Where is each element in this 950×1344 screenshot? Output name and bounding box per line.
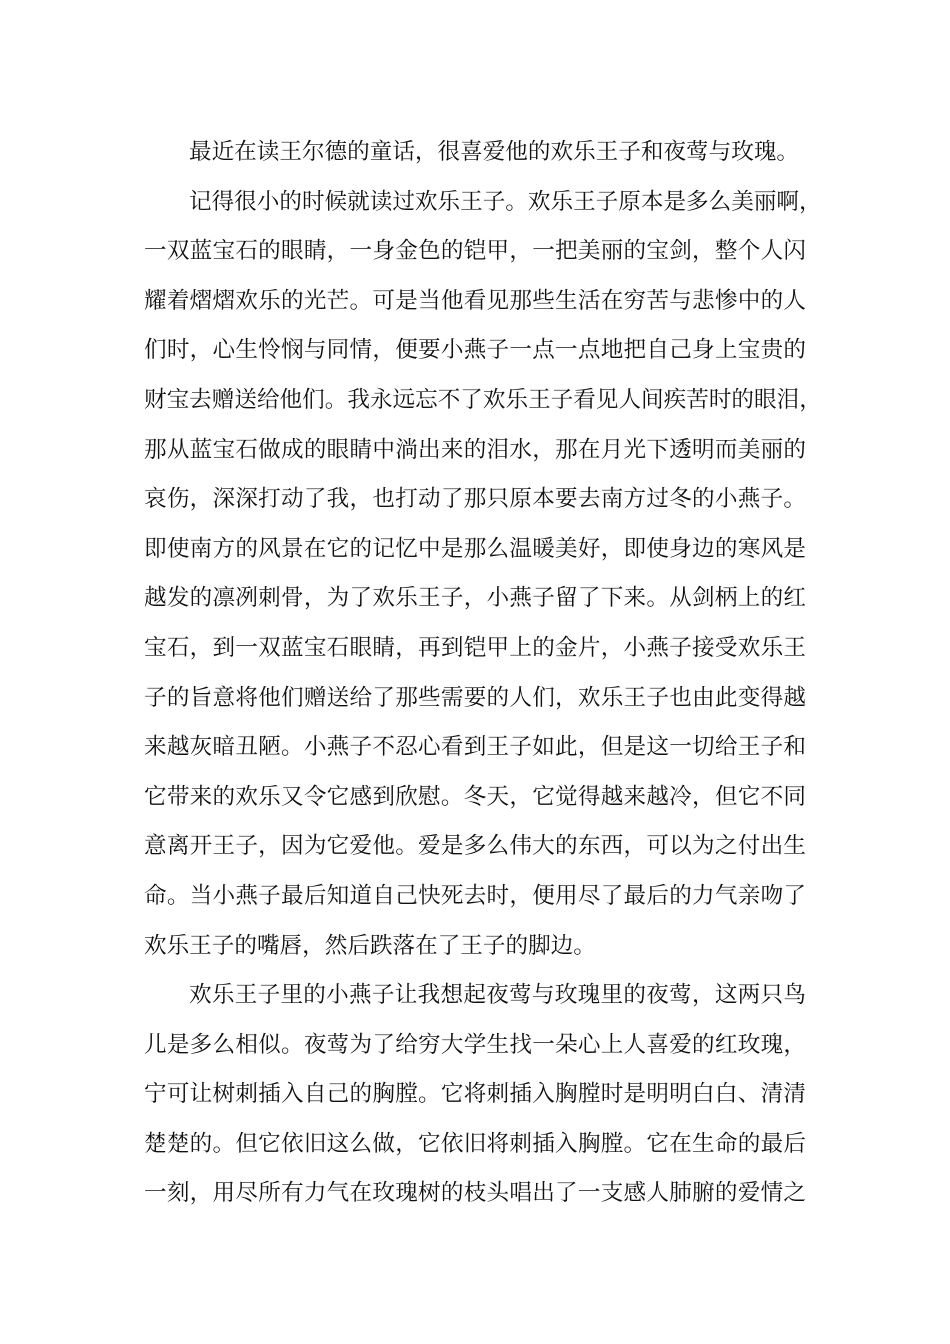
text-line: 财宝去赠送给他们。我永远忘不了欢乐王子看见人间疾苦时的眼泪，	[144, 386, 822, 413]
text-line: 儿是多么相似。夜莺为了给穷大学生找一朵心上人喜爱的红玫瑰，	[144, 1031, 806, 1058]
text-line: 越发的凛冽刺骨，为了欢乐王子，小燕子留了下来。从剑柄上的红	[144, 585, 806, 612]
text-line: 宁可让树刺插入自己的胸膛。它将刺插入胸膛时是明明白白、清清	[144, 1081, 806, 1108]
text-line: 子的旨意将他们赠送给了那些需要的人们，欢乐王子也由此变得越	[144, 684, 806, 711]
text-line: 它带来的欢乐又令它感到欣慰。冬天，它觉得越来越冷，但它不同	[144, 783, 806, 810]
text-line: 命。当小燕子最后知道自己快死去时，便用尽了最后的力气亲吻了	[144, 882, 806, 909]
text-line: 那从蓝宝石做成的眼睛中淌出来的泪水，那在月光下透明而美丽的	[144, 436, 806, 463]
text-line: 意离开王子，因为它爱他。爱是多么伟大的东西，可以为之付出生	[144, 833, 806, 860]
text-line: 欢乐王子的嘴唇，然后跌落在了王子的脚边。	[144, 932, 596, 959]
text-line: 来越灰暗丑陋。小燕子不忍心看到王子如此，但是这一切给王子和	[144, 734, 806, 761]
text-line: 一刻，用尽所有力气在玫瑰树的枝头唱出了一支感人肺腑的爱情之	[144, 1180, 806, 1207]
text-line: 耀着熠熠欢乐的光芒。可是当他看见那些生活在穷苦与悲惨中的人	[144, 287, 806, 314]
text-line: 记得很小的时候就读过欢乐王子。欢乐王子原本是多么美丽啊，	[189, 188, 822, 215]
text-line: 即使南方的风景在它的记忆中是那么温暖美好，即使身边的寒风是	[144, 535, 806, 562]
text-line: 们时，心生怜悯与同情，便要小燕子一点一点地把自己身上宝贵的	[144, 337, 806, 364]
text-line: 一双蓝宝石的眼睛，一身金色的铠甲，一把美丽的宝剑，整个人闪	[144, 238, 806, 265]
text-line: 哀伤，深深打动了我，也打动了那只原本要去南方过冬的小燕子。	[144, 486, 806, 513]
text-line: 欢乐王子里的小燕子让我想起夜莺与玫瑰里的夜莺，这两只鸟	[189, 982, 806, 1009]
text-line: 最近在读王尔德的童话，很喜爱他的欢乐王子和夜莺与玫瑰。	[189, 139, 800, 165]
body-text	[144, 128, 822, 1219]
text-line: 宝石，到一双蓝宝石眼睛，再到铠甲上的金片，小燕子接受欢乐王	[144, 634, 806, 661]
text-line: 楚楚的。但它依旧这么做，它依旧将刺插入胸膛。它在生命的最后	[144, 1130, 806, 1157]
